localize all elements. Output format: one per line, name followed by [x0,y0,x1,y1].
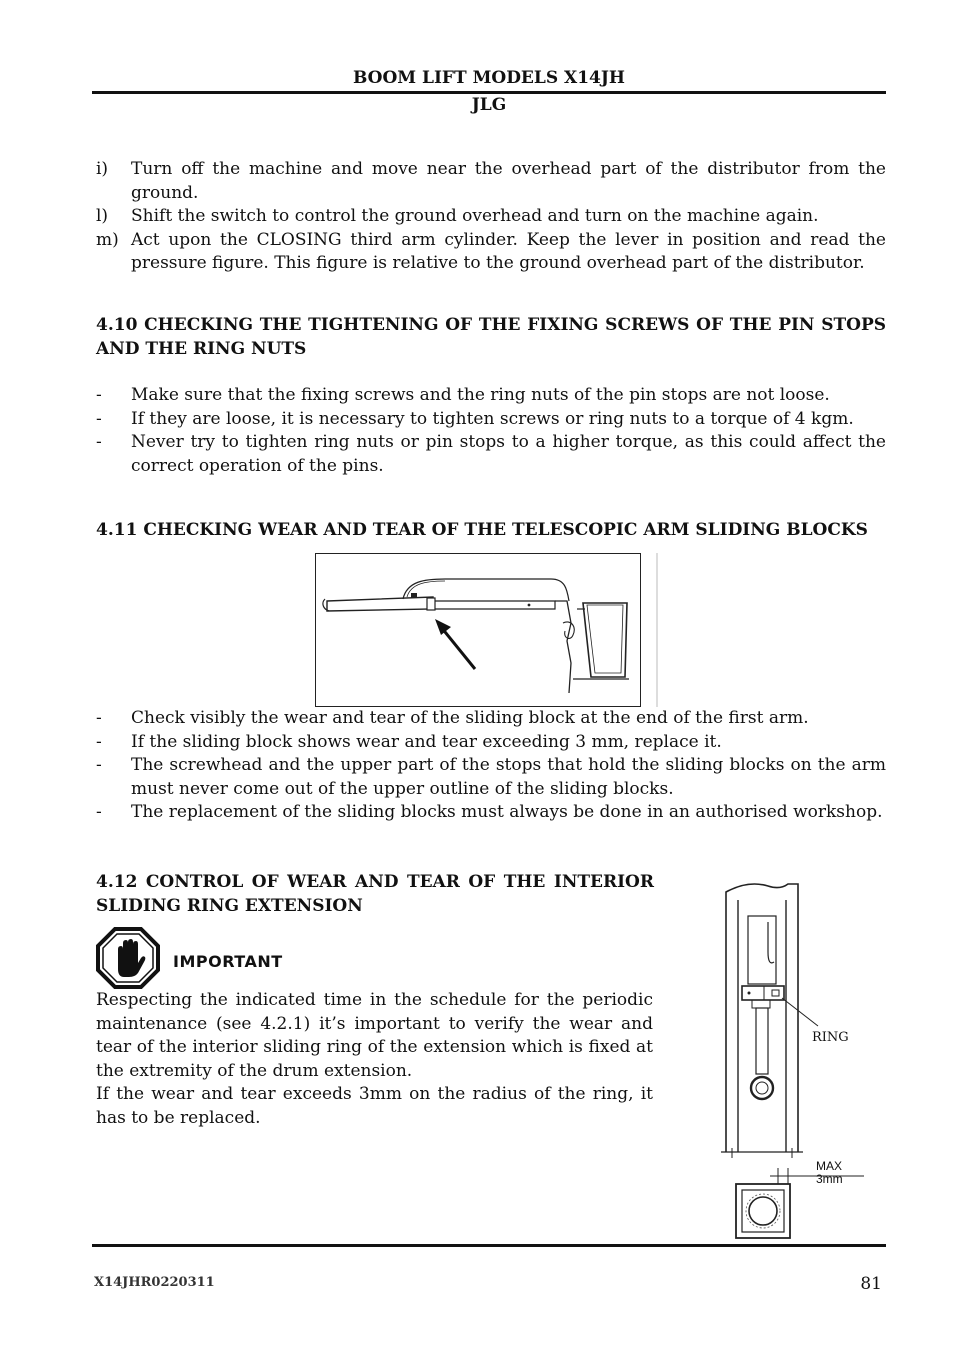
hose-clamp [411,593,417,598]
list-text: Act upon the CLOSING third arm cylinder. Keep the lever in position and read the pressure figure. This figure is relative to the ground overhead part of the distributor. [131,229,886,273]
inner-extension [748,916,776,984]
section-410-list [96,384,886,478]
first-arm [327,597,433,611]
arm-pin [528,604,531,607]
max-label-line-1: MAX [816,1159,843,1173]
list-item [96,754,886,801]
list-marker: - [96,432,102,452]
footer-rule [92,1244,886,1247]
drum-outline [726,884,798,1152]
list-item [96,408,886,432]
header-rule [92,91,886,94]
list-text: Make sure that the fixing screws and the ring nuts of the pin stops are not loose. [131,385,830,405]
figure-frame [316,554,641,707]
section-view-ring [749,1197,777,1225]
list-item [96,158,886,205]
list-marker: - [96,408,102,429]
list-item [96,731,886,755]
list-text: If the sliding block shows wear and tear exceeding 3 mm, replace it. [131,731,722,752]
ring-extension-figure [718,880,868,1244]
list-marker: - [96,802,102,822]
section-411-list [96,707,886,825]
list-marker: - [96,755,102,775]
list-text: Turn off the machine and move near the overhead part of the distributor from the ground. [131,159,886,203]
ring-leader-line [782,998,818,1026]
header-brand: JLG [471,95,507,115]
telescopic-arm [435,601,555,609]
list-marker: - [96,731,102,752]
list-marker: i) [96,159,109,179]
list-marker: - [96,385,102,405]
basket [583,603,627,677]
list-marker: l) [96,206,109,226]
telescopic-arm-figure [315,553,659,707]
list-text: Check visibly the wear and tear of the sliding block at the end of the first arm. [131,708,809,728]
list-text: Shift the switch to control the ground overhead and turn on the machine again. [131,206,819,226]
basket-inner [587,605,623,673]
section-411-heading: 4.11 CHECKING WEAR AND TEAR OF THE TELESCOPIC ARM SLIDING BLOCKS [96,520,868,540]
list-text: The screwhead and the upper part of the stops that hold the sliding blocks on the arm must never come out of the upper outline of the sliding blocks. [131,755,886,799]
list-marker: m) [96,229,119,250]
indicator-arrow-head [435,619,451,635]
section-412-paragraph-2: If the wear and tear exceeds 3mm on the radius of the ring, it has to be replaced. [96,1084,653,1128]
steps-top-list [96,158,886,276]
list-item [96,384,886,408]
page-number: 81 [860,1274,882,1294]
sliding-block [427,598,435,610]
platform-bracket [555,601,571,693]
section-410-heading: 4.10 CHECKING THE TIGHTENING OF THE FIXING SCREWS OF THE PIN STOPS AND THE RING NUTS [96,315,886,359]
footer-doc-code: X14JHR0220311 [94,1275,215,1290]
list-item [96,431,886,478]
list-item [96,707,886,731]
section-412-paragraph-1: Respecting the indicated time in the schedule for the periodic maintenance (see 4.2.1) it’s important to verify the wear and tear of the interior sliding ring of the extension which is fixed at the extremity of the drum extension. [96,990,653,1081]
list-text: Never try to tighten ring nuts or pin stops to a higher torque, as this could affect the correct operation of the pins. [131,432,886,476]
list-item [96,205,886,229]
ring-label: RING [812,1030,849,1045]
list-text: If they are loose, it is necessary to tighten screws or ring nuts to a torque of 4 kgm. [131,408,854,429]
rod-eye [751,1077,773,1099]
list-marker: - [96,708,102,728]
max-label [816,1160,843,1186]
max-label-line-2: 3mm [816,1172,843,1186]
section-412-heading: 4.12 CONTROL OF WEAR AND TEAR OF THE INTERIOR SLIDING RING EXTENSION [96,872,654,916]
indicator-arrow-shaft [441,627,475,669]
stop-hand-icon [96,927,160,989]
list-item [96,801,886,825]
section-view-outer [736,1184,790,1238]
list-item [96,229,886,276]
list-text: The replacement of the sliding blocks must always be done in an authorised workshop. [131,802,883,822]
important-label: IMPORTANT [173,952,283,971]
header-title: BOOM LIFT MODELS X14JH [352,68,625,88]
extension-rod [756,1008,768,1074]
